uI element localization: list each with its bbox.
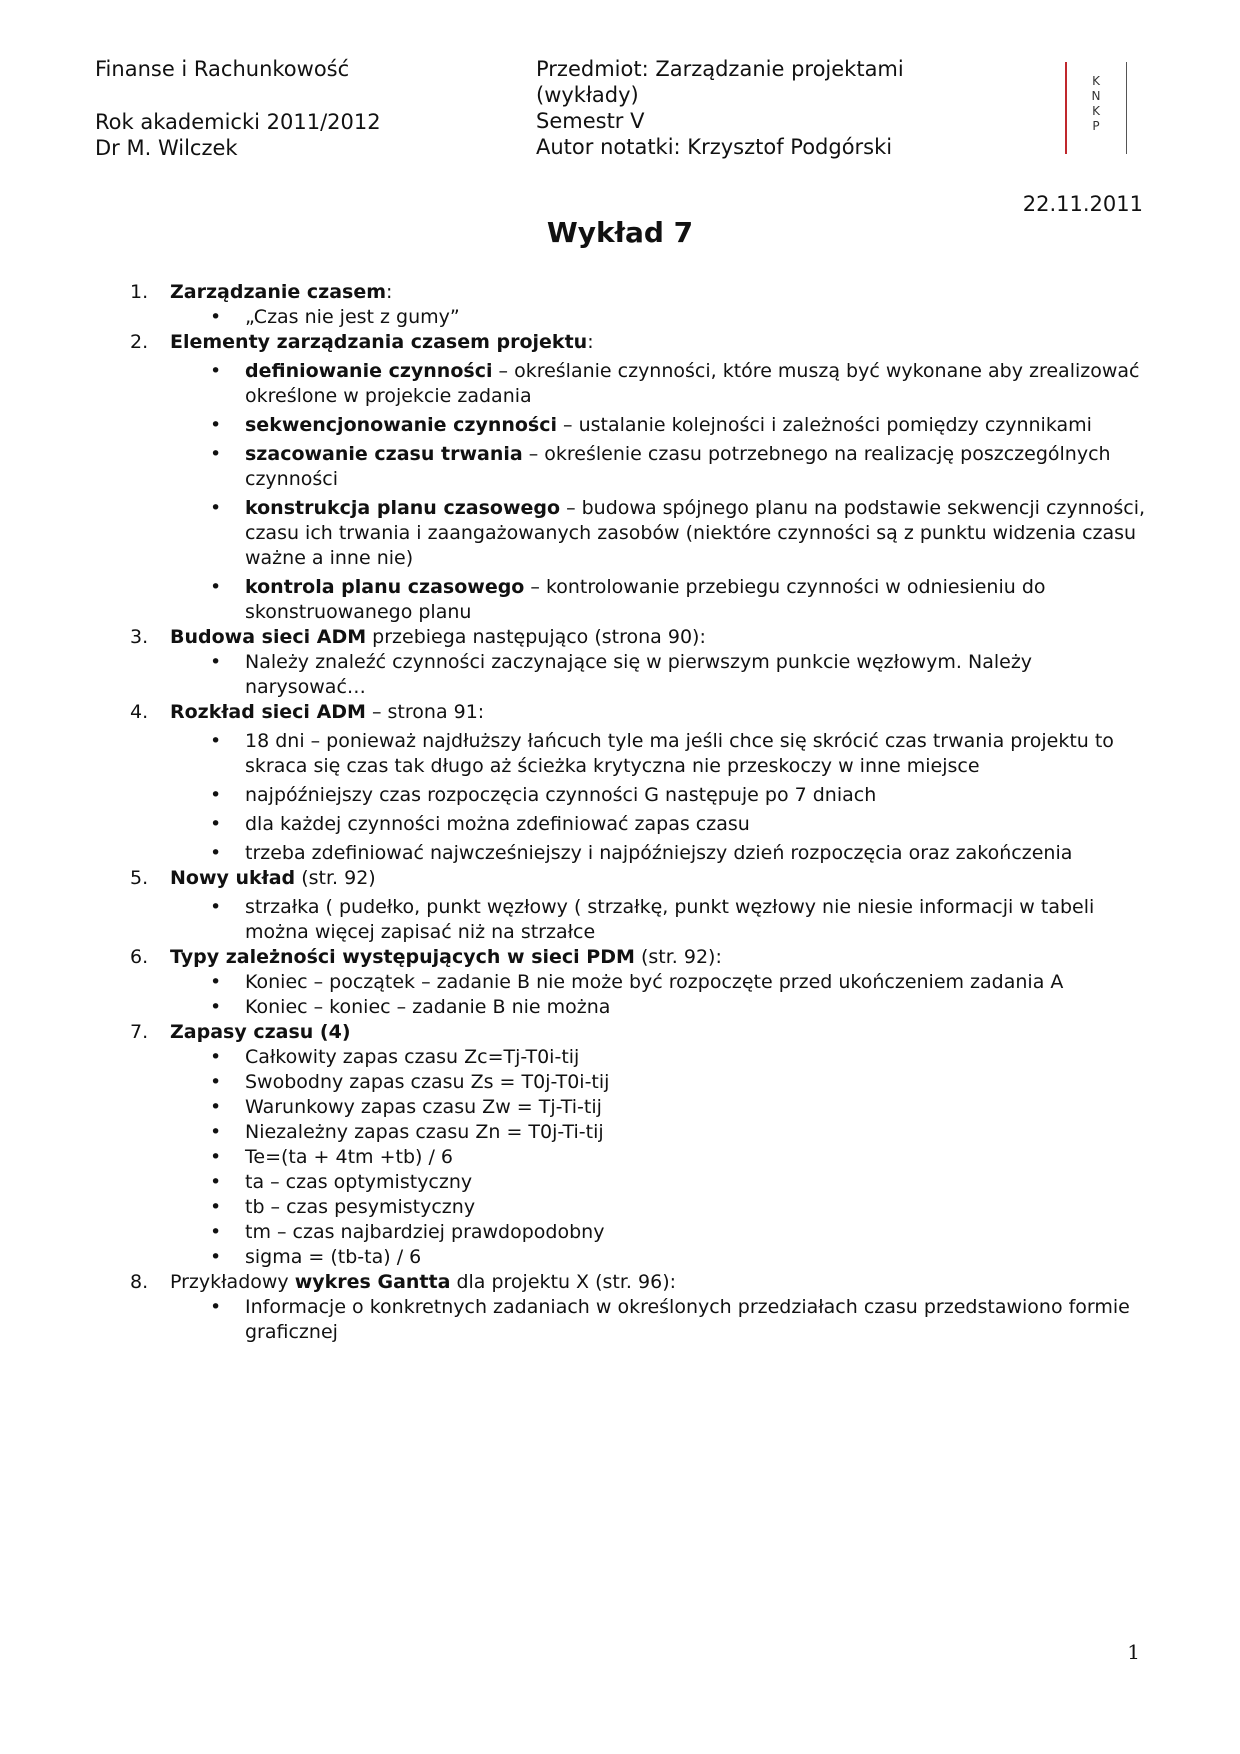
section-title-rest: – strona 91: bbox=[365, 701, 485, 723]
item-term: szacowanie czasu trwania bbox=[245, 443, 523, 465]
section-title bbox=[170, 700, 1150, 725]
header-field: (wykłady) bbox=[536, 83, 639, 107]
item-text: Całkowity zapas czasu Zc=Tj-T0i-tij bbox=[245, 1046, 580, 1068]
bullet-list bbox=[170, 1295, 1150, 1345]
section-title-bold: Budowa sieci ADM bbox=[170, 626, 367, 648]
item-text: Warunkowy zapas czasu Zw = Tj-Ti-tij bbox=[245, 1096, 602, 1118]
item-text: najpóźniejszy czas rozpoczęcia czynności G następuje po 7 dniach bbox=[245, 784, 877, 806]
bullet-icon: • bbox=[210, 971, 222, 993]
list-item bbox=[170, 812, 1150, 837]
list-item bbox=[170, 1220, 1150, 1245]
logo-letter: N bbox=[1091, 89, 1101, 103]
list-item bbox=[170, 729, 1150, 779]
bullet-icon: • bbox=[210, 1296, 222, 1318]
bullet-icon: • bbox=[210, 813, 222, 835]
section-title bbox=[170, 866, 1150, 891]
list-item bbox=[170, 970, 1150, 995]
list-item bbox=[170, 1245, 1150, 1270]
item-text: strzałka ( pudełko, punkt węzłowy ( strzałkę, punkt węzłowy nie niesie informacji w tabeli można więcej zapisać niż na strzałce bbox=[245, 896, 1095, 943]
section-title bbox=[170, 280, 1150, 305]
bullet-icon: • bbox=[210, 842, 222, 864]
item-text: Koniec – koniec – zadanie B nie można bbox=[245, 996, 611, 1018]
lecture-notes bbox=[120, 280, 1150, 1345]
section-title bbox=[170, 1270, 1150, 1295]
list-item bbox=[170, 496, 1150, 571]
list-item bbox=[170, 1120, 1150, 1145]
section-title-bold: Zarządzanie czasem bbox=[170, 281, 387, 303]
list-item bbox=[170, 995, 1150, 1020]
list-item bbox=[170, 1295, 1150, 1345]
item-term: definiowanie czynności bbox=[245, 360, 493, 382]
list-item bbox=[170, 650, 1150, 700]
section-title-bold: Zapasy czasu (4) bbox=[170, 1021, 351, 1043]
bullet-icon: • bbox=[210, 1146, 222, 1168]
list-item bbox=[170, 1145, 1150, 1170]
section-title-rest: : bbox=[587, 331, 594, 353]
bullet-icon: • bbox=[210, 360, 222, 382]
section bbox=[120, 945, 1150, 1020]
section-title-bold: Typy zależności występujących w sieci PDM bbox=[170, 946, 635, 968]
header-field: Dr M. Wilczek bbox=[95, 136, 238, 160]
section bbox=[120, 280, 1150, 330]
section-title bbox=[170, 945, 1150, 970]
section-title-rest: (str. 92): bbox=[634, 946, 722, 968]
bullet-icon: • bbox=[210, 576, 222, 598]
list-item bbox=[170, 359, 1150, 409]
bullet-icon: • bbox=[210, 414, 222, 436]
list-item bbox=[170, 783, 1150, 808]
item-text: – ustalanie kolejności i zależności pomiędzy czynnikami bbox=[557, 414, 1092, 436]
section bbox=[120, 700, 1150, 866]
section-number: 6. bbox=[130, 946, 149, 968]
section-number: 5. bbox=[130, 867, 149, 889]
bullet-list bbox=[170, 305, 1150, 330]
header-field: Semestr V bbox=[536, 109, 645, 133]
logo-grey-bar bbox=[1126, 62, 1127, 154]
bullet-icon: • bbox=[210, 1196, 222, 1218]
item-text: 18 dni – ponieważ najdłuższy łańcuch tyle ma jeśli chce się skrócić czas trwania projektu to skraca się czas tak długo aż ścieżka krytyczna nie przeskoczy w inne miejsce bbox=[245, 730, 1114, 777]
logo-letter: K bbox=[1092, 74, 1100, 88]
bullet-icon: • bbox=[210, 730, 222, 752]
logo-red-bar bbox=[1065, 62, 1067, 154]
item-text: – budowa spójnego planu na podstawie sekwencji czynności, czasu ich trwania i zaangażowanych zasobów (niektóre czynności są z punktu widzenia czasu ważne a inne nie) bbox=[245, 497, 1146, 569]
item-term: konstrukcja planu czasowego bbox=[245, 497, 561, 519]
list-item bbox=[170, 442, 1150, 492]
item-text: – kontrolowanie przebiegu czynności w odniesieniu do skonstruowanego planu bbox=[245, 576, 1046, 623]
list-item bbox=[170, 305, 1150, 330]
logo-letter: K bbox=[1092, 104, 1100, 118]
section-title-rest: przebiega następująco (strona 90): bbox=[366, 626, 706, 648]
list-item bbox=[170, 413, 1150, 438]
bullet-icon: • bbox=[210, 784, 222, 806]
item-text: Swobodny zapas czasu Zs = T0j-T0i-tij bbox=[245, 1071, 610, 1093]
section-title-bold: Rozkład sieci ADM bbox=[170, 701, 366, 723]
item-text: Te=(ta + 4tm +tb) / 6 bbox=[245, 1146, 453, 1168]
logo-letters bbox=[1089, 74, 1103, 134]
bullet-icon: • bbox=[210, 996, 222, 1018]
item-text: Informacje o konkretnych zadaniach w określonych przedziałach czasu przedstawiono formie graficznej bbox=[245, 1296, 1130, 1343]
bullet-icon: • bbox=[210, 1221, 222, 1243]
section-title bbox=[170, 625, 1150, 650]
item-text: dla każdej czynności można zdefiniować zapas czasu bbox=[245, 813, 750, 835]
item-text: Należy znaleźć czynności zaczynające się w pierwszym punkcie węzłowym. Należy narysować… bbox=[245, 651, 1033, 698]
section-number: 4. bbox=[130, 701, 149, 723]
bullet-icon: • bbox=[210, 1071, 222, 1093]
list-item bbox=[170, 1170, 1150, 1195]
logo-letter: P bbox=[1092, 119, 1100, 133]
section-title-rest: (str. 92) bbox=[295, 867, 376, 889]
section-number: 7. bbox=[130, 1021, 149, 1043]
list-item bbox=[170, 575, 1150, 625]
list-item bbox=[170, 841, 1150, 866]
item-text: tb – czas pesymistyczny bbox=[245, 1196, 476, 1218]
section bbox=[120, 866, 1150, 945]
bullet-list bbox=[170, 1045, 1150, 1270]
header-field: Przedmiot: Zarządzanie projektami bbox=[536, 57, 904, 81]
section-title-bold: wykres Gantta bbox=[294, 1271, 451, 1293]
page-title: Wykład 7 bbox=[546, 216, 694, 249]
section-title-rest: dla projektu X (str. 96): bbox=[450, 1271, 677, 1293]
item-text: trzeba zdefiniować najwcześniejszy i najpóźniejszy dzień rozpoczęcia oraz zakończenia bbox=[245, 842, 1073, 864]
item-text: Koniec – początek – zadanie B nie może być rozpoczęte przed ukończeniem zadania A bbox=[245, 971, 1064, 993]
header-field: Rok akademicki 2011/2012 bbox=[95, 110, 381, 134]
item-text: tm – czas najbardziej prawdopodobny bbox=[245, 1221, 605, 1243]
item-text: – określanie czynności, które muszą być wykonane aby zrealizować określone w projekcie zadania bbox=[245, 360, 1140, 407]
section-number: 1. bbox=[130, 281, 149, 303]
bullet-list bbox=[170, 359, 1150, 625]
bullet-icon: • bbox=[210, 896, 222, 918]
section bbox=[120, 1270, 1150, 1345]
bullet-list bbox=[170, 895, 1150, 945]
bullet-icon: • bbox=[210, 651, 222, 673]
list-item bbox=[170, 1195, 1150, 1220]
section-title-rest: : bbox=[386, 281, 393, 303]
list-item bbox=[170, 1070, 1150, 1095]
section-title-prefix: Przykładowy bbox=[170, 1271, 295, 1293]
list-item bbox=[170, 1045, 1150, 1070]
bullet-icon: • bbox=[210, 1171, 222, 1193]
bullet-icon: • bbox=[210, 306, 222, 328]
bullet-icon: • bbox=[210, 1096, 222, 1118]
item-term: kontrola planu czasowego bbox=[245, 576, 525, 598]
header-field: Autor notatki: Krzysztof Podgórski bbox=[536, 135, 893, 159]
section-title bbox=[170, 1020, 1150, 1045]
bullet-icon: • bbox=[210, 1121, 222, 1143]
section-title-bold: Nowy układ bbox=[170, 867, 296, 889]
header-right bbox=[536, 56, 904, 160]
bullet-icon: • bbox=[210, 1246, 222, 1268]
section-number: 3. bbox=[130, 626, 149, 648]
section-number: 2. bbox=[130, 331, 149, 353]
list-item bbox=[170, 895, 1150, 945]
item-text: ta – czas optymistyczny bbox=[245, 1171, 473, 1193]
section-title-bold: Elementy zarządzania czasem projektu bbox=[170, 331, 588, 353]
section bbox=[120, 1020, 1150, 1270]
header-left bbox=[95, 56, 381, 161]
page-number: 1 bbox=[1127, 1640, 1140, 1664]
bullet-list bbox=[170, 729, 1150, 866]
bullet-list bbox=[170, 970, 1150, 1020]
section bbox=[120, 625, 1150, 700]
header-field: Finanse i Rachunkowość bbox=[95, 57, 350, 81]
bullet-icon: • bbox=[210, 497, 222, 519]
section-number: 8. bbox=[130, 1271, 149, 1293]
item-text: – określenie czasu potrzebnego na realizację poszczególnych czynności bbox=[245, 443, 1111, 490]
bullet-icon: • bbox=[210, 1046, 222, 1068]
section-title bbox=[170, 330, 1150, 355]
item-text: „Czas nie jest z gumy” bbox=[245, 306, 460, 328]
section bbox=[120, 330, 1150, 625]
list-item bbox=[170, 1095, 1150, 1120]
item-text: Niezależny zapas czasu Zn = T0j-Ti-tij bbox=[245, 1121, 604, 1143]
item-term: sekwencjonowanie czynności bbox=[245, 414, 558, 436]
bullet-list bbox=[170, 650, 1150, 700]
lecture-date: 22.11.2011 bbox=[1022, 192, 1143, 216]
bullet-icon: • bbox=[210, 443, 222, 465]
knkp-logo bbox=[1065, 62, 1127, 154]
item-text: sigma = (tb-ta) / 6 bbox=[245, 1246, 422, 1268]
